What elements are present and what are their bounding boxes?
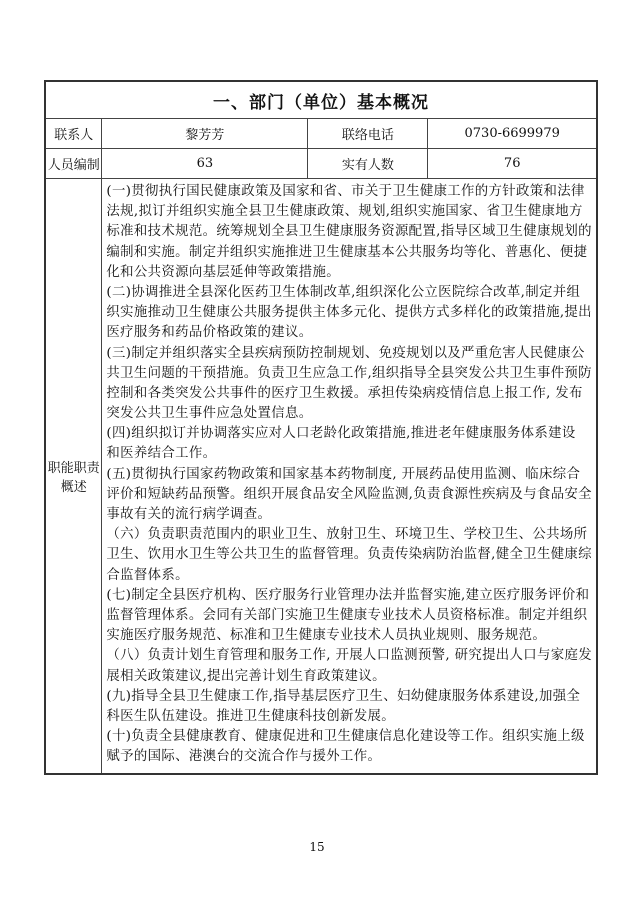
duty-text-line: 科医生队伍建设。推进卫生健康科技创新发展。 [106, 708, 395, 724]
duty-text-line: (四)组织拟订并协调落实应对人口老龄化政策措施,推进老年健康服务体系建设 [106, 426, 576, 442]
duty-text-line: 合监督体系。 [106, 567, 189, 583]
basic-info-table [44, 80, 598, 775]
duty-text-line: 共卫生问题的干预措施。负责卫生应急工作,组织指导全县突发公共卫生事件预防 [106, 365, 592, 381]
actual-count-value: 76 [428, 149, 597, 179]
duty-text-line: 展相关政策建议,提出完善计划生育政策建议。 [106, 668, 386, 684]
duty-text-line: 赋予的国际、港澳台的交流合作与援外工作。 [106, 749, 382, 765]
duty-text-line: （八）负责计划生育管理和服务工作, 开展人口监测预警, 研究提出人口与家庭发 [106, 648, 592, 664]
duty-text-line: (七)制定全县医疗机构、医疗服务行业管理办法并监督实施,建立医疗服务评价和 [106, 587, 590, 603]
staffing-label: 人员编制 [45, 149, 102, 179]
duty-text-line: 突发公共卫生事件应急处置信息。 [106, 406, 313, 422]
table-row [45, 179, 597, 775]
page-number: 15 [309, 840, 325, 854]
duty-text-line: 法规,拟订并组织实施全县卫生健康政策、规划,组织实施国家、省卫生健康地方 [106, 204, 583, 220]
contact-label: 联系人 [45, 119, 102, 149]
duty-text-line: 控制和各类突发公共事件的医疗卫生救援。承担传染病疫情信息上报工作, 发布 [106, 385, 583, 401]
duty-text-line: 标准和技术规范。统筹规划全县卫生健康服务资源配置,指导区域卫生健康规划的 [106, 224, 592, 240]
duty-text-line: 评价和短缺药品预警。组织开展食品安全风险监测,负责食源性疾病及与食品安全 [106, 486, 592, 502]
duty-text-line: (三)制定并组织落实全县疾病预防控制规划、免疫规划以及严重危害人民健康公 [106, 345, 585, 361]
duty-text-line: (一)贯彻执行国民健康政策及国家和省、市关于卫生健康工作的方针政策和法律 [106, 184, 585, 199]
table-row [45, 119, 597, 149]
duty-text-line: 事故有关的流行病学调查。 [106, 507, 272, 522]
duty-text-line: (十)负责全县健康教育、健康促进和卫生健康信息化建设等工作。组织实施上级 [106, 729, 585, 745]
duty-text-line: 和医养结合工作。 [106, 446, 217, 462]
duty-text-line: 编制和实施。制定并组织实施推进卫生健康基本公共服务均等化、普惠化、便捷 [106, 244, 588, 260]
duty-label: 职能职责概述 [45, 179, 102, 775]
duty-text-line: (九)指导全县卫生健康工作,指导基层医疗卫生、妇幼健康服务体系建设,加强全 [106, 688, 581, 704]
duty-text-line: 监督管理体系。会同有关部门实施卫生健康专业技术人员资格标准。制定并组织 [106, 607, 588, 623]
duty-text-line: 织实施推动卫生健康公共服务提供主体多元化、提供方式多样化的政策措施,提出 [106, 305, 592, 321]
duty-text-line: 实施医疗服务规范、标准和卫生健康专业技术人员执业规则、服务规范。 [106, 628, 547, 644]
staffing-value: 63 [102, 149, 308, 179]
duty-text-line: （六）负责职责范围内的职业卫生、放射卫生、环境卫生、学校卫生、公共场所 [106, 527, 588, 543]
phone-value: 0730-6699979 [428, 119, 597, 149]
duty-text-line: 化和公共资源向基层延伸等政策措施。 [106, 264, 340, 280]
actual-count-label: 实有人数 [308, 149, 428, 179]
duty-text-line: (五)贯彻执行国家药物政策和国家基本药物制度, 开展药品使用监测、临床综合 [106, 466, 581, 482]
contact-value: 黎芳芳 [102, 119, 308, 149]
table-row [45, 149, 597, 179]
table-title: 一、部门（单位）基本概况 [45, 81, 597, 119]
duty-text-line: 卫生、饮用水卫生等公共卫生的监督管理。负责传染病防治监督,健全卫生健康综 [106, 547, 592, 563]
duty-description [102, 179, 597, 775]
duty-text-line: (二)协调推进全县深化医药卫生体制改革,组织深化公立医院综合改革,制定并组 [106, 284, 581, 300]
phone-label: 联络电话 [308, 119, 428, 149]
duty-text-line: 医疗服务和药品价格政策的建议。 [106, 325, 313, 341]
